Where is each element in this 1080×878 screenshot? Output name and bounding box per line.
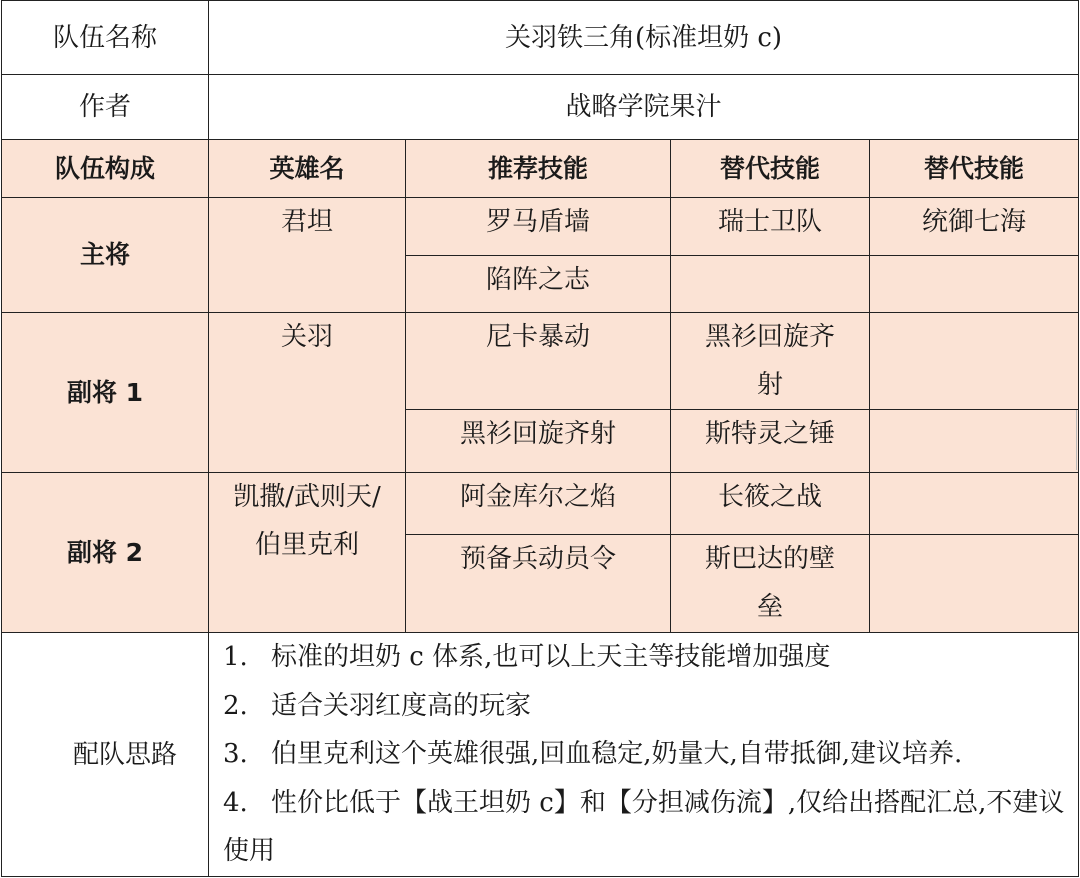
- strategy-note: 1. 标准的坦奶 c 体系,也可以上天主等技能增加强度: [223, 642, 831, 672]
- alt-skill-2-cell: [870, 410, 1079, 473]
- hero-cell: 凯撒/武则天/伯里克利: [209, 473, 406, 633]
- strategy-notes: [209, 633, 1079, 877]
- recommended-skill-cell: 尼卡暴动: [406, 313, 671, 410]
- author-label: 作者: [2, 75, 209, 140]
- strategy-note: 4. 性价比低于【战王坦奶 c】和【分担减伤流】,仅给出搭配汇总,不建议使用: [223, 787, 1065, 866]
- team-name-label: 队伍名称: [2, 1, 209, 75]
- team-name: 关羽铁三角(标准坦奶 c): [209, 1, 1079, 75]
- recommended-skill-cell: 陷阵之志: [406, 256, 671, 313]
- alt-skill-2-cell: [870, 313, 1079, 410]
- hero-cell: 君坦: [209, 198, 406, 313]
- alt-skill-1-cell: 黑衫回旋齐射: [671, 313, 870, 410]
- header-hero: 英雄名: [209, 140, 406, 198]
- recommended-skill-cell: 罗马盾墙: [406, 198, 671, 256]
- edge-divider: [1076, 410, 1080, 470]
- author-row: [2, 75, 1079, 140]
- strategy-label: 配队思路: [2, 633, 209, 877]
- team-name-row: [2, 1, 1079, 75]
- recommended-skill-cell: 黑衫回旋齐射: [406, 410, 671, 473]
- alt-skill-2-cell: [870, 256, 1079, 313]
- header-recommended-skill: 推荐技能: [406, 140, 671, 198]
- hero-cell: 关羽: [209, 313, 406, 473]
- header-composition: 队伍构成: [2, 140, 209, 198]
- strategy-note: 2. 适合关羽红度高的玩家: [223, 690, 532, 721]
- lineup-table: [1, 0, 1079, 877]
- alt-skill-2-cell: 统御七海: [870, 198, 1079, 256]
- role-cell: 副将 1: [2, 313, 209, 473]
- role-cell: 副将 2: [2, 473, 209, 633]
- alt-skill-1-cell: 斯巴达的壁垒: [671, 535, 870, 633]
- strategy-note: 3. 伯里克利这个英雄很强,回血稳定,奶量大,自带抵御,建议培养.: [223, 739, 963, 769]
- alt-skill-1-cell: [671, 256, 870, 313]
- table-row: [2, 198, 1079, 256]
- alt-skill-1-cell: 瑞士卫队: [671, 198, 870, 256]
- recommended-skill-cell: 阿金库尔之焰: [406, 473, 671, 535]
- header-alt-skill-2: 替代技能: [870, 140, 1079, 198]
- strategy-row: [2, 633, 1079, 877]
- table-row: [2, 313, 1079, 410]
- role-cell: 主将: [2, 198, 209, 313]
- alt-skill-1-cell: 长筱之战: [671, 473, 870, 535]
- alt-skill-2-cell: [870, 473, 1079, 535]
- table-row: [2, 473, 1079, 535]
- header-row: [2, 140, 1079, 198]
- header-alt-skill-1: 替代技能: [671, 140, 870, 198]
- alt-skill-2-cell: [870, 535, 1079, 633]
- alt-skill-1-cell: 斯特灵之锤: [671, 410, 870, 473]
- recommended-skill-cell: 预备兵动员令: [406, 535, 671, 633]
- author: 战略学院果汁: [209, 75, 1079, 140]
